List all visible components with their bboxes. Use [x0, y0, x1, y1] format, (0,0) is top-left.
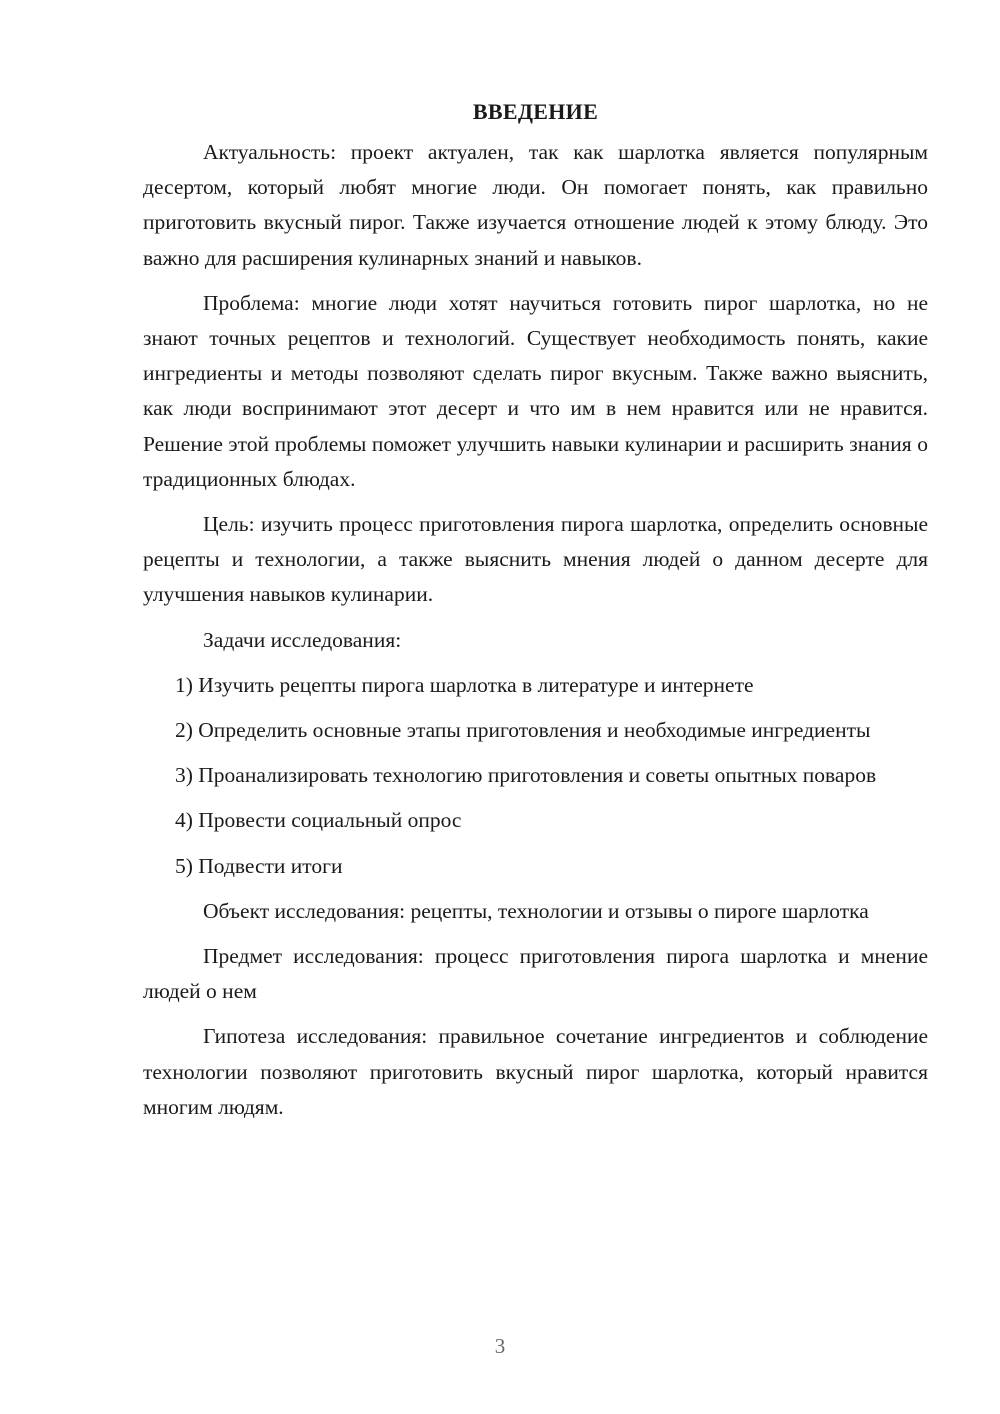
hypothesis-paragraph: Гипотеза исследования: правильное сочетание ингредиентов и соблюдение технологии позволяют приготовить вкусный пирог шарлотка, который нравится многим людям.: [143, 1024, 928, 1119]
task-item-5: 5) Подвести итоги: [175, 853, 343, 878]
relevance-paragraph: Актуальность: проект актуален, так как шарлотка является популярным десертом, который любят многие люди. Он помогает понять, как правильно приготовить вкусный пирог. Также изучается отношение людей к этому блюду. Это важно для расширения кулинарных знаний и навыков.: [143, 140, 928, 270]
task-item-4: 4) Провести социальный опрос: [175, 808, 462, 833]
document-page: [143, 94, 928, 1135]
task-item-2: 2) Определить основные этапы приготовления и необходимые ингредиенты: [175, 718, 871, 743]
problem-paragraph: Проблема: многие люди хотят научиться готовить пирог шарлотка, но не знают точных рецептов и технологий. Существует необходимость понять, какие ингредиенты и методы позволяют сделать пирог вкусным. Также важно выяснить, как люди воспринимают этот десерт и что им в нем нравится или не нравится. Решение этой проблемы поможет улучшить навыки кулинарии и расширить знания о традиционных блюдах.: [143, 290, 928, 491]
section-heading: ВВЕДЕНИЕ: [472, 99, 599, 124]
goal-paragraph: Цель: изучить процесс приготовления пирога шарлотка, определить основные рецепты и технологии, а также выяснить мнения людей о данном десерте для улучшения навыков кулинарии.: [143, 512, 928, 607]
page-number: 3: [494, 1334, 506, 1358]
object-paragraph: Объект исследования: рецепты, технологии и отзывы о пироге шарлотка: [203, 898, 869, 923]
task-item-1: 1) Изучить рецепты пирога шарлотка в литературе и интернете: [175, 672, 754, 697]
subject-paragraph: Предмет исследования: процесс приготовления пирога шарлотка и мнение людей о нем: [143, 944, 928, 1004]
tasks-title: Задачи исследования:: [203, 627, 402, 652]
task-item-3: 3) Проанализировать технологию приготовления и советы опытных поваров: [175, 763, 877, 788]
